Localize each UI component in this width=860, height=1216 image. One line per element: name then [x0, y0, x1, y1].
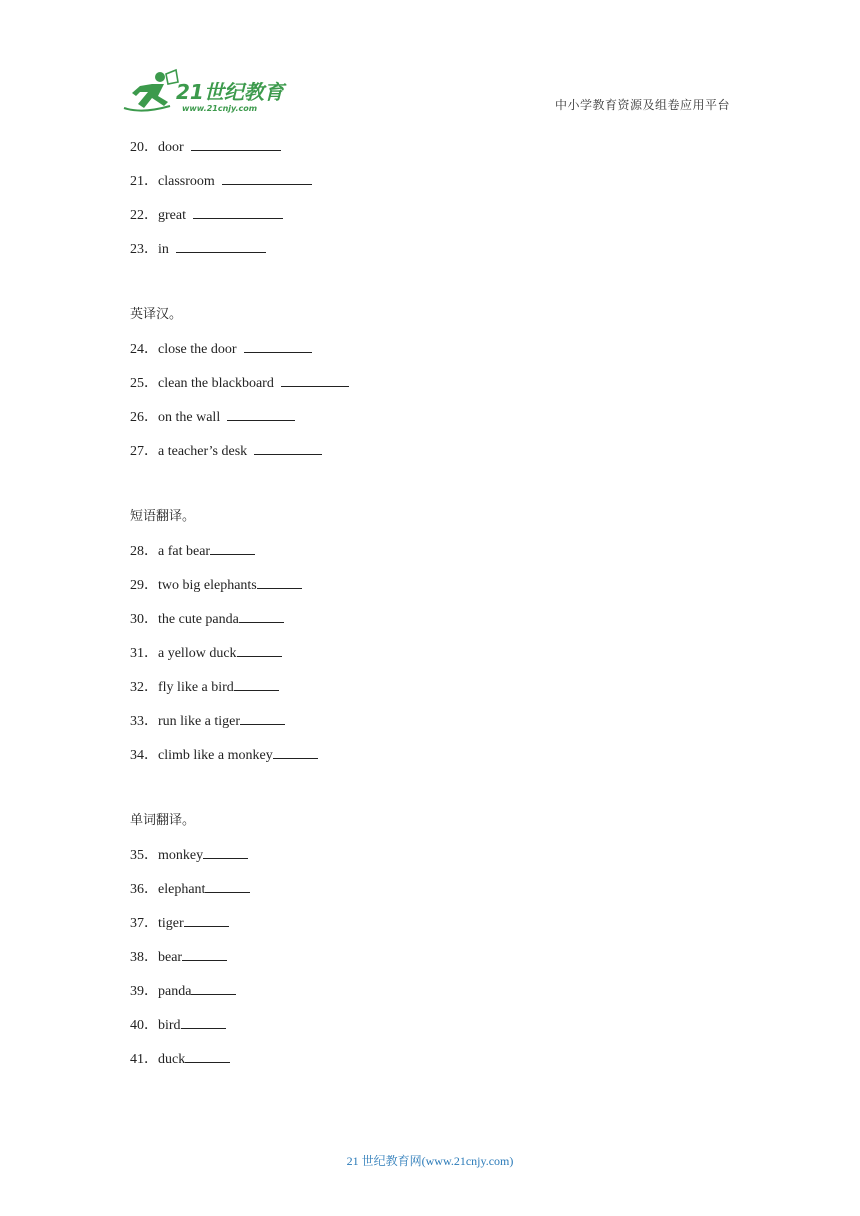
answer-blank[interactable]: [205, 878, 250, 893]
answer-blank[interactable]: [273, 744, 318, 759]
question-item: 41．duck: [130, 1048, 730, 1082]
answer-blank[interactable]: [281, 372, 349, 387]
question-item: 21．classroom: [130, 170, 730, 204]
worksheet-content: [130, 136, 730, 1082]
question-item: 24．close the door: [130, 338, 730, 372]
answer-blank[interactable]: [191, 980, 236, 995]
answer-blank[interactable]: [222, 170, 312, 185]
page-header: [0, 0, 860, 120]
page-footer: 21 世纪教育网(www.21cnjy.com): [346, 1154, 514, 1168]
answer-blank[interactable]: [237, 642, 282, 657]
svg-text:21世纪教育: 21世纪教育: [176, 80, 284, 104]
question-item: 40．bird: [130, 1014, 730, 1048]
answer-blank[interactable]: [254, 440, 322, 455]
svg-text:www.21cnjy.com: www.21cnjy.com: [182, 104, 258, 113]
question-item: 22．great: [130, 204, 730, 238]
question-item: 29．two big elephants: [130, 574, 730, 608]
question-item: 37．tiger: [130, 912, 730, 946]
question-item: 39．panda: [130, 980, 730, 1014]
question-item: 26．on the wall: [130, 406, 730, 440]
section-title: 英译汉。: [130, 307, 183, 322]
question-group-c: [130, 506, 730, 778]
question-item: 35．monkey: [130, 844, 730, 878]
answer-blank[interactable]: [185, 1048, 230, 1063]
question-item: 27．a teacher’s desk: [130, 440, 730, 474]
question-item: 25．clean the blackboard: [130, 372, 730, 406]
answer-blank[interactable]: [240, 710, 285, 725]
question-item: 36．elephant: [130, 878, 730, 912]
answer-blank[interactable]: [210, 540, 255, 555]
section-title: 单词翻译。: [130, 813, 196, 828]
answer-blank[interactable]: [181, 1014, 226, 1029]
section-title: 短语翻译。: [130, 509, 196, 524]
question-item: 30．the cute panda: [130, 608, 730, 642]
question-item: 20．door: [130, 136, 730, 170]
answer-blank[interactable]: [182, 946, 227, 961]
question-group-a: [130, 136, 730, 272]
answer-blank[interactable]: [239, 608, 284, 623]
site-logo: [122, 68, 292, 116]
question-item: 34．climb like a monkey: [130, 744, 730, 778]
question-item: 33．run like a tiger: [130, 710, 730, 744]
runner-logo-icon: [122, 68, 292, 116]
question-item: 28．a fat bear: [130, 540, 730, 574]
answer-blank[interactable]: [193, 204, 283, 219]
question-group-d: [130, 810, 730, 1082]
question-item: 31．a yellow duck: [130, 642, 730, 676]
question-item: 38．bear: [130, 946, 730, 980]
answer-blank[interactable]: [227, 406, 295, 421]
question-group-b: [130, 304, 730, 474]
answer-blank[interactable]: [176, 238, 266, 253]
platform-label: 中小学教育资源及组卷应用平台: [554, 98, 730, 112]
question-item: 23．in: [130, 238, 730, 272]
answer-blank[interactable]: [234, 676, 279, 691]
question-item: 32．fly like a bird: [130, 676, 730, 710]
answer-blank[interactable]: [184, 912, 229, 927]
answer-blank[interactable]: [257, 574, 302, 589]
answer-blank[interactable]: [191, 136, 281, 151]
answer-blank[interactable]: [203, 844, 248, 859]
answer-blank[interactable]: [244, 338, 312, 353]
